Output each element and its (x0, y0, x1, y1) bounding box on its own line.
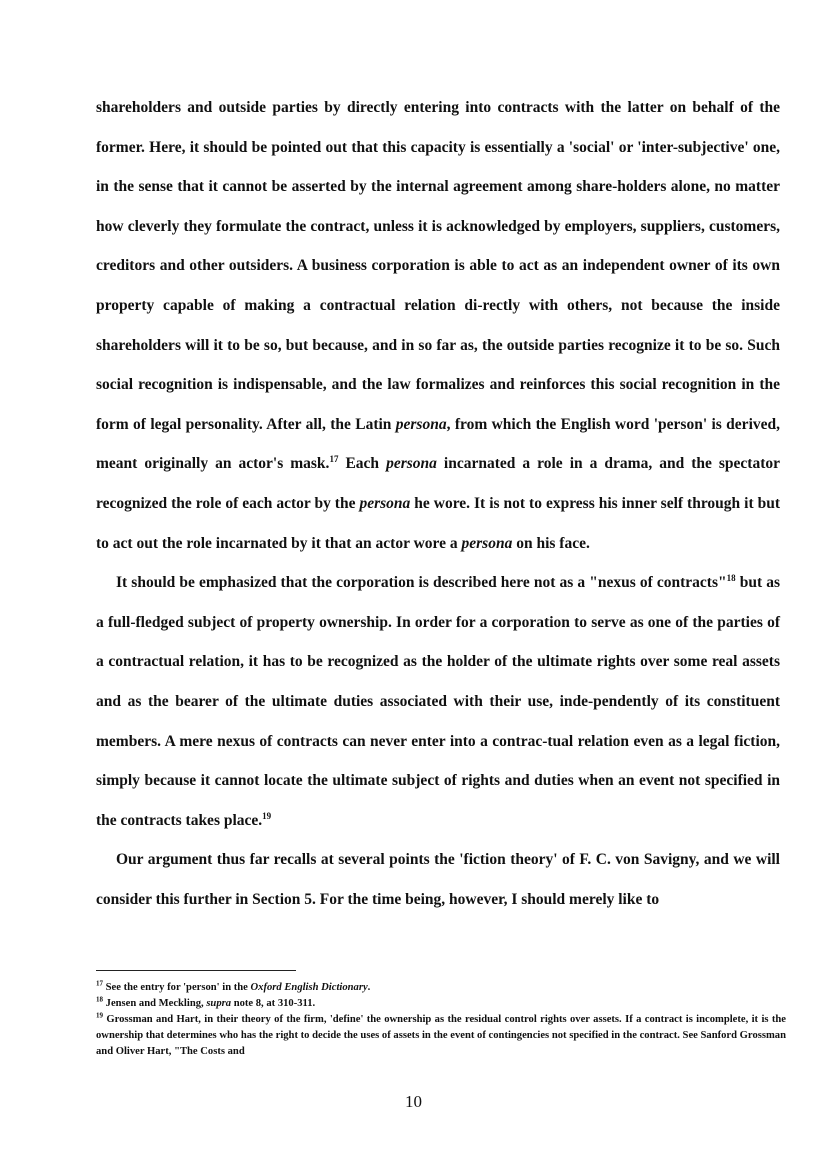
footnote-number: 18 (96, 995, 103, 1004)
footnote-ref[interactable]: 18 (726, 572, 736, 583)
italic-term: persona (461, 534, 513, 552)
body-text (96, 88, 780, 919)
footnote (96, 980, 786, 996)
italic-term: persona (359, 494, 411, 512)
footnote-text: Grossman and Hart, in their theory of the firm, 'define' the ownership as the residual control rights over assets. If a contract is incomplete, it is the ownership that determines who has the right to decide the uses of assets in the event of contingencies not specified in the contract. See Sanford Grossman and Oliver Hart, "The Costs and (96, 1014, 786, 1057)
paragraph-text: Our argument thus far recalls at several points the 'fiction theory' of F. C. von Savigny, and we will consider this further in Section 5. For the time being, however, I should merely like to (96, 851, 780, 908)
paragraph (96, 563, 780, 840)
footnote-divider (96, 970, 296, 971)
paragraph-text: , from which the English word 'person' is derived, meant originally an actor's mask. (96, 415, 780, 473)
footnote (96, 996, 786, 1012)
paragraph-text: Each (338, 455, 387, 473)
footnote-ref[interactable]: 19 (262, 810, 272, 821)
footnote-text: See the entry for 'person' in the (103, 982, 251, 993)
footnote-title: Oxford English Dictionary (250, 982, 368, 993)
paragraph-text: on his face. (512, 534, 590, 552)
italic-term: persona (386, 455, 437, 473)
footnotes (96, 980, 786, 1060)
paragraph-text: incarnated a role in a drama, and the spectator recognized the role of each actor by the (96, 455, 781, 512)
footnote-number: 19 (96, 1011, 103, 1020)
paragraph (96, 88, 780, 563)
footnote-text: note 8, at 310-311. (231, 998, 316, 1009)
footnote-italic: supra (206, 998, 232, 1009)
paragraph-text: he wore. It is not to express his inner self through it but to act out the role incarnated by it that an actor wore a (96, 494, 780, 552)
footnote (96, 1012, 786, 1060)
footnote-text: . (367, 982, 371, 993)
page-number: 10 (405, 1092, 422, 1111)
footnote-ref[interactable]: 17 (329, 454, 339, 465)
footnote-text: Jensen and Meckling, (103, 998, 207, 1009)
paragraph-text: shareholders and outside parties by directly entering into contracts with the latter on behalf of the former. Here, it should be pointed out that this capacity is essentially a 'social' or 'inter-subjective' one, in the sense that it cannot be asserted by the internal agreement among share-holders alone, no matter how cleverly they formulate the contract, unless it is acknowledged by employers, suppliers, customers, creditors and other outsiders. A business corporation is able to act as an independent owner of its own property capable of making a contractual relation di-rectly with others, not because the inside shareholders will it to be so, but because, and in so far as, the outside parties recognize it to be so. Such social recognition is indispensable, and the law formalizes and reinforces this social recognition in the form of legal personality. After all, the Latin (96, 99, 780, 433)
paragraph-text: It should be emphasized that the corporation is described here not as a "nexus of contracts" (116, 574, 727, 592)
paragraph-text: but as a full-fledged subject of property ownership. In order for a corporation to serve as one of the parties of a contractual relation, it has to be recognized as the holder of the ultimate rights over some real assets and as the bearer of the ultimate duties associated with their use, inde-pendently of its constituent members. A mere nexus of contracts can never enter into a contrac-tual relation even as a legal fiction, simply because it cannot locate the ultimate subject of rights and duties when an event not specified in the contracts takes place. (96, 574, 780, 829)
paragraph (96, 840, 780, 919)
italic-term: persona (395, 415, 447, 433)
footnote-number: 17 (96, 979, 103, 988)
